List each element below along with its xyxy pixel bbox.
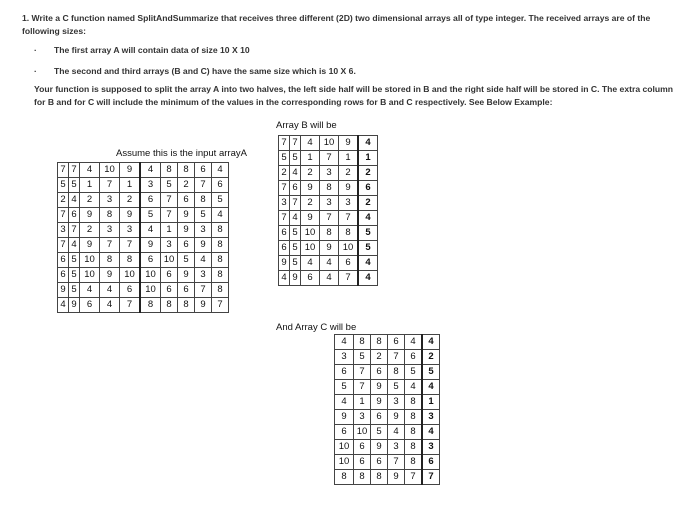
table-cell: 10 [80, 253, 100, 268]
table-cell: 4 [290, 166, 301, 181]
table-cell: 4 [405, 335, 423, 350]
table-cell: 4 [358, 136, 378, 151]
table-cell: 7 [339, 211, 359, 226]
table-row [279, 181, 378, 196]
table-cell: 6 [120, 283, 141, 298]
table-cell: 1 [80, 178, 100, 193]
table-cell: 8 [371, 335, 388, 350]
table-cell: 9 [178, 223, 195, 238]
table-row [58, 178, 229, 193]
table-cell: 5 [195, 208, 212, 223]
table-row [335, 440, 440, 455]
table-cell: 6 [178, 238, 195, 253]
table-cell: 6 [69, 208, 80, 223]
table-cell: 9 [58, 283, 69, 298]
table-cell: 10 [335, 440, 354, 455]
table-cell: 8 [320, 226, 339, 241]
table-cell: 5 [422, 365, 440, 380]
table-cell: 8 [405, 425, 423, 440]
table-cell: 2 [301, 166, 320, 181]
table-cell: 10 [335, 455, 354, 470]
table-cell: 6 [290, 181, 301, 196]
table-cell: 9 [80, 238, 100, 253]
table-cell: 3 [161, 238, 178, 253]
table-cell: 8 [178, 298, 195, 313]
table-row [335, 350, 440, 365]
table-cell: 7 [279, 181, 290, 196]
table-cell: 4 [320, 271, 339, 286]
table-cell: 5 [140, 208, 161, 223]
table-cell: 9 [301, 211, 320, 226]
table-cell: 4 [422, 425, 440, 440]
table-cell: 1 [422, 395, 440, 410]
table-cell: 9 [320, 241, 339, 256]
table-row [279, 256, 378, 271]
table-cell: 8 [140, 298, 161, 313]
table-cell: 10 [140, 268, 161, 283]
table-cell: 5 [279, 151, 290, 166]
table-cell: 3 [120, 223, 141, 238]
table-cell: 9 [388, 410, 405, 425]
table-cell: 6 [140, 193, 161, 208]
table-cell: 10 [140, 283, 161, 298]
table-cell: 7 [195, 178, 212, 193]
table-cell: 4 [405, 380, 423, 395]
table-cell: 3 [195, 268, 212, 283]
table-cell: 8 [405, 410, 423, 425]
table-cell: 2 [80, 223, 100, 238]
table-cell: 8 [320, 181, 339, 196]
array-c-table [334, 334, 440, 485]
table-row [335, 455, 440, 470]
table-cell: 3 [140, 178, 161, 193]
table-cell: 4 [279, 271, 290, 286]
table-cell: 8 [120, 253, 141, 268]
table-cell: 6 [301, 271, 320, 286]
table-cell: 6 [140, 253, 161, 268]
table-cell: 10 [161, 253, 178, 268]
table-row [335, 395, 440, 410]
table-cell: 9 [371, 380, 388, 395]
instructions-paragraph: Your function is supposed to split the array A into two halves, the left side half will be stored in B and the right side half will be stored in C. The extra column for B and for C will include the minimum of the values in the corresponding rows for B and C respectively. See Below Example: [34, 84, 674, 107]
table-cell: 5 [212, 193, 229, 208]
table-cell: 7 [69, 163, 80, 178]
table-row [279, 211, 378, 226]
table-cell: 8 [212, 283, 229, 298]
table-cell: 8 [161, 163, 178, 178]
table-cell: 1 [339, 151, 359, 166]
bullet-dot: · [34, 45, 37, 55]
table-row [58, 253, 229, 268]
table-cell: 6 [335, 365, 354, 380]
table-cell: 7 [320, 151, 339, 166]
table-cell: 8 [100, 253, 120, 268]
table-row [279, 196, 378, 211]
table-row [279, 241, 378, 256]
table-cell: 4 [195, 253, 212, 268]
table-cell: 6 [279, 226, 290, 241]
table-row [279, 151, 378, 166]
table-cell: 5 [69, 283, 80, 298]
table-cell: 2 [279, 166, 290, 181]
table-cell: 5 [290, 226, 301, 241]
table-cell: 3 [354, 410, 371, 425]
table-cell: 8 [212, 223, 229, 238]
table-cell: 4 [301, 256, 320, 271]
table-cell: 7 [422, 470, 440, 485]
table-cell: 5 [69, 178, 80, 193]
table-cell: 2 [120, 193, 141, 208]
table-cell: 9 [371, 395, 388, 410]
table-cell: 5 [405, 365, 423, 380]
table-cell: 2 [178, 178, 195, 193]
table-cell: 9 [80, 208, 100, 223]
table-cell: 1 [120, 178, 141, 193]
bullet-text: The first array A will contain data of size 10 X 10 [54, 45, 250, 55]
table-row [335, 365, 440, 380]
table-cell: 6 [405, 350, 423, 365]
table-cell: 4 [140, 163, 161, 178]
table-cell: 7 [212, 298, 229, 313]
table-cell: 9 [69, 298, 80, 313]
table-cell: 6 [422, 455, 440, 470]
table-cell: 9 [339, 181, 359, 196]
array-c-label: And Array C will be [276, 322, 357, 333]
table-cell: 6 [279, 241, 290, 256]
table-cell: 7 [279, 211, 290, 226]
table-cell: 4 [290, 211, 301, 226]
table-cell: 7 [354, 365, 371, 380]
table-cell: 3 [388, 395, 405, 410]
table-cell: 5 [335, 380, 354, 395]
table-row [335, 470, 440, 485]
table-cell: 7 [388, 455, 405, 470]
table-cell: 6 [178, 193, 195, 208]
table-cell: 2 [358, 196, 378, 211]
table-cell: 2 [339, 166, 359, 181]
array-a-table [57, 162, 229, 313]
table-cell: 4 [212, 208, 229, 223]
table-cell: 3 [100, 193, 120, 208]
table-cell: 9 [140, 238, 161, 253]
table-cell: 8 [354, 335, 371, 350]
table-cell: 10 [354, 425, 371, 440]
table-cell: 10 [301, 226, 320, 241]
table-cell: 3 [195, 223, 212, 238]
table-cell: 9 [279, 256, 290, 271]
table-cell: 9 [335, 410, 354, 425]
table-row [58, 193, 229, 208]
table-cell: 10 [120, 268, 141, 283]
table-cell: 6 [335, 425, 354, 440]
table-cell: 8 [388, 365, 405, 380]
table-cell: 3 [339, 196, 359, 211]
table-cell: 4 [58, 298, 69, 313]
table-cell: 4 [100, 283, 120, 298]
table-cell: 8 [212, 253, 229, 268]
table-cell: 3 [422, 440, 440, 455]
table-cell: 4 [80, 163, 100, 178]
table-cell: 2 [371, 350, 388, 365]
table-cell: 6 [388, 335, 405, 350]
table-cell: 3 [335, 350, 354, 365]
table-row [58, 268, 229, 283]
table-cell: 5 [354, 350, 371, 365]
table-row [335, 425, 440, 440]
table-row [279, 136, 378, 151]
table-cell: 6 [161, 268, 178, 283]
table-cell: 8 [339, 226, 359, 241]
table-cell: 7 [290, 196, 301, 211]
table-cell: 7 [354, 380, 371, 395]
table-row [279, 166, 378, 181]
table-cell: 4 [212, 163, 229, 178]
table-cell: 5 [290, 241, 301, 256]
table-cell: 1 [301, 151, 320, 166]
table-cell: 8 [212, 268, 229, 283]
table-row [335, 380, 440, 395]
table-row [279, 271, 378, 286]
table-cell: 6 [354, 455, 371, 470]
table-cell: 4 [69, 238, 80, 253]
table-cell: 3 [58, 223, 69, 238]
table-cell: 9 [339, 136, 359, 151]
table-cell: 5 [69, 268, 80, 283]
table-cell: 9 [120, 208, 141, 223]
table-row [58, 163, 229, 178]
table-cell: 4 [422, 380, 440, 395]
table-cell: 1 [161, 223, 178, 238]
bullet-dot: · [34, 66, 37, 76]
table-cell: 9 [100, 268, 120, 283]
table-cell: 5 [358, 241, 378, 256]
table-cell: 6 [339, 256, 359, 271]
table-cell: 9 [178, 208, 195, 223]
table-cell: 4 [100, 298, 120, 313]
table-cell: 6 [178, 283, 195, 298]
table-cell: 10 [80, 268, 100, 283]
table-cell: 8 [100, 208, 120, 223]
table-cell: 3 [320, 196, 339, 211]
table-cell: 4 [80, 283, 100, 298]
table-cell: 5 [290, 151, 301, 166]
table-cell: 6 [212, 178, 229, 193]
table-cell: 7 [388, 350, 405, 365]
question-title: 1. Write a C function named SplitAndSummarize that receives three different (2D) two dimensional arrays all of type integer. The received arrays are of the following sizes: [22, 13, 651, 36]
table-cell: 1 [354, 395, 371, 410]
table-row [58, 298, 229, 313]
table-cell: 8 [212, 238, 229, 253]
table-cell: 5 [161, 178, 178, 193]
table-cell: 8 [195, 193, 212, 208]
table-cell: 7 [100, 178, 120, 193]
table-cell: 7 [100, 238, 120, 253]
table-cell: 3 [100, 223, 120, 238]
table-cell: 7 [339, 271, 359, 286]
table-cell: 10 [301, 241, 320, 256]
table-cell: 1 [358, 151, 378, 166]
table-cell: 2 [358, 166, 378, 181]
table-cell: 6 [371, 410, 388, 425]
table-cell: 7 [120, 238, 141, 253]
table-cell: 7 [161, 208, 178, 223]
table-cell: 7 [58, 208, 69, 223]
table-row [58, 223, 229, 238]
table-cell: 3 [388, 440, 405, 455]
table-cell: 8 [354, 470, 371, 485]
table-cell: 4 [358, 256, 378, 271]
table-cell: 4 [422, 335, 440, 350]
array-a-label: Assume this is the input arrayA [116, 148, 247, 159]
table-cell: 4 [358, 271, 378, 286]
table-cell: 4 [301, 136, 320, 151]
table-cell: 5 [371, 425, 388, 440]
table-cell: 7 [120, 298, 141, 313]
table-cell: 8 [405, 395, 423, 410]
table-cell: 9 [388, 470, 405, 485]
table-cell: 7 [405, 470, 423, 485]
table-cell: 6 [358, 181, 378, 196]
table-cell: 10 [339, 241, 359, 256]
table-cell: 7 [161, 193, 178, 208]
table-cell: 3 [320, 166, 339, 181]
table-cell: 8 [178, 163, 195, 178]
table-cell: 6 [80, 298, 100, 313]
table-cell: 2 [80, 193, 100, 208]
table-cell: 5 [290, 256, 301, 271]
table-cell: 4 [358, 211, 378, 226]
table-cell: 9 [290, 271, 301, 286]
table-row [58, 238, 229, 253]
table-row [335, 335, 440, 350]
table-cell: 7 [69, 223, 80, 238]
table-cell: 9 [301, 181, 320, 196]
table-cell: 2 [301, 196, 320, 211]
table-row [279, 226, 378, 241]
table-cell: 3 [422, 410, 440, 425]
table-cell: 4 [335, 395, 354, 410]
table-cell: 8 [405, 455, 423, 470]
array-b-table [278, 135, 378, 286]
table-cell: 8 [405, 440, 423, 455]
table-cell: 8 [371, 470, 388, 485]
table-cell: 7 [58, 238, 69, 253]
table-cell: 7 [279, 136, 290, 151]
table-cell: 4 [69, 193, 80, 208]
table-cell: 5 [58, 178, 69, 193]
table-cell: 5 [69, 253, 80, 268]
table-cell: 10 [320, 136, 339, 151]
table-cell: 7 [290, 136, 301, 151]
table-cell: 8 [335, 470, 354, 485]
table-cell: 10 [100, 163, 120, 178]
array-b-label: Array B will be [276, 120, 337, 131]
table-cell: 9 [195, 238, 212, 253]
table-cell: 6 [371, 455, 388, 470]
table-cell: 2 [422, 350, 440, 365]
table-cell: 5 [178, 253, 195, 268]
table-cell: 6 [354, 440, 371, 455]
table-cell: 4 [388, 425, 405, 440]
table-row [58, 283, 229, 298]
table-cell: 7 [58, 163, 69, 178]
table-cell: 9 [195, 298, 212, 313]
table-cell: 5 [388, 380, 405, 395]
table-cell: 6 [58, 253, 69, 268]
table-cell: 6 [161, 283, 178, 298]
table-cell: 8 [161, 298, 178, 313]
table-cell: 4 [335, 335, 354, 350]
table-cell: 6 [371, 365, 388, 380]
table-cell: 6 [195, 163, 212, 178]
table-cell: 9 [178, 268, 195, 283]
table-cell: 6 [58, 268, 69, 283]
table-cell: 3 [279, 196, 290, 211]
bullet-text: The second and third arrays (B and C) have the same size which is 10 X 6. [54, 66, 356, 76]
table-cell: 4 [140, 223, 161, 238]
table-row [335, 410, 440, 425]
table-cell: 4 [320, 256, 339, 271]
table-cell: 9 [120, 163, 141, 178]
table-cell: 7 [320, 211, 339, 226]
table-cell: 5 [358, 226, 378, 241]
table-cell: 2 [58, 193, 69, 208]
table-row [58, 208, 229, 223]
table-cell: 9 [371, 440, 388, 455]
table-cell: 7 [195, 283, 212, 298]
